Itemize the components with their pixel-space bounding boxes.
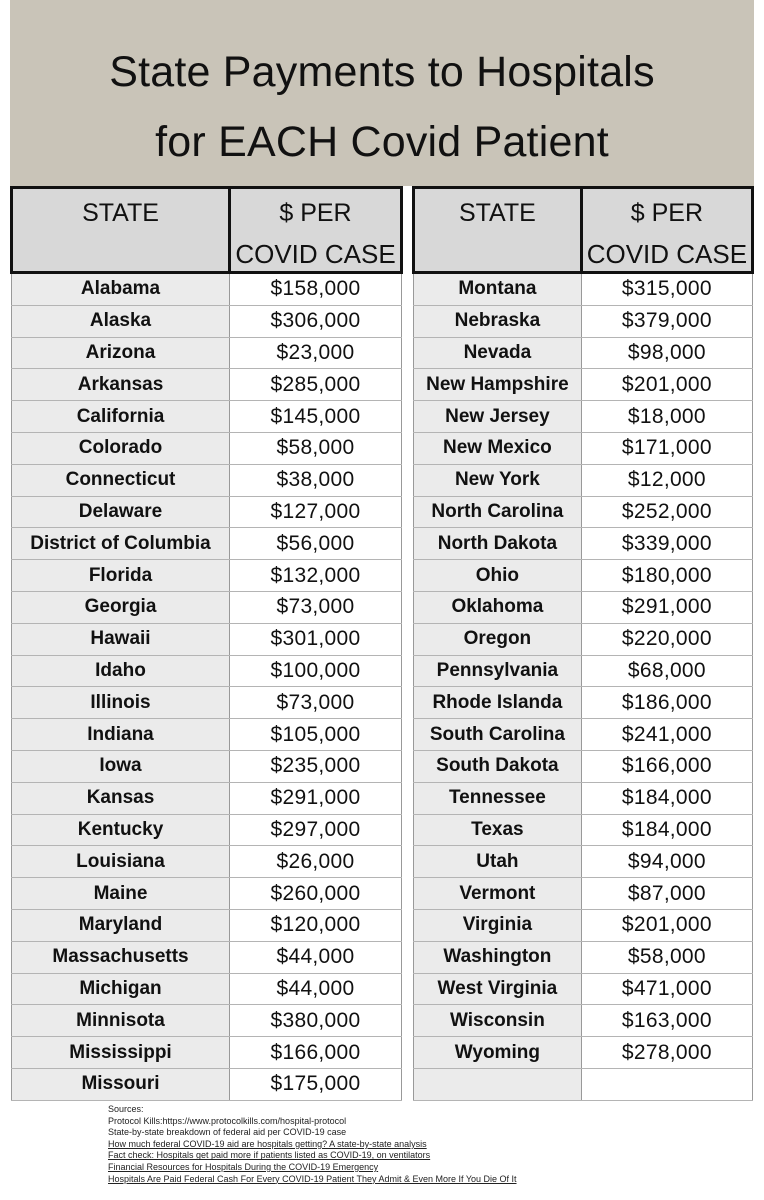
table-row xyxy=(414,941,753,973)
source-link[interactable]: Fact check: Hospitals get paid more if patients listed as COVID-19, on ventilators xyxy=(108,1150,431,1161)
table-row xyxy=(12,273,402,306)
amount-cell: $163,000 xyxy=(581,1005,752,1037)
amount-cell: $291,000 xyxy=(581,591,752,623)
amount-cell: $23,000 xyxy=(230,337,402,369)
state-cell: Maryland xyxy=(12,909,230,941)
state-cell: Tennessee xyxy=(414,782,582,814)
state-cell: Florida xyxy=(12,560,230,592)
table-row xyxy=(12,401,402,433)
table-row xyxy=(414,528,753,560)
source-line: Protocol Kills:https://www.protocolkills.com/hospital-protocol xyxy=(108,1115,347,1126)
amount-cell: $220,000 xyxy=(581,623,752,655)
table-row xyxy=(414,846,753,878)
table-row xyxy=(414,687,753,719)
table-row xyxy=(12,623,402,655)
state-cell: Wisconsin xyxy=(414,1005,582,1037)
amount-cell: $306,000 xyxy=(230,305,402,337)
table-row xyxy=(12,1037,402,1069)
page-title-line-2: for EACH Covid Patient xyxy=(155,118,609,166)
amount-cell: $73,000 xyxy=(230,687,402,719)
page xyxy=(10,0,754,1200)
table-row xyxy=(414,1005,753,1037)
title-banner xyxy=(10,0,754,186)
amount-cell: $166,000 xyxy=(581,750,752,782)
amount-cell: $297,000 xyxy=(230,814,402,846)
amount-cell: $201,000 xyxy=(581,909,752,941)
state-cell: New Hampshire xyxy=(414,369,582,401)
table-row xyxy=(414,623,753,655)
table-header-row xyxy=(12,188,402,273)
state-cell: Virginia xyxy=(414,909,582,941)
table-row xyxy=(414,496,753,528)
state-cell: Oklahoma xyxy=(414,591,582,623)
amount-cell: $184,000 xyxy=(581,782,752,814)
source-line: State-by-state breakdown of federal aid per COVID-19 case xyxy=(108,1127,347,1138)
amount-cell: $291,000 xyxy=(230,782,402,814)
table-row xyxy=(414,337,753,369)
source-link[interactable]: How much federal COVID-19 aid are hospitals getting? A state-by-state analysis xyxy=(108,1138,427,1149)
table-row xyxy=(414,655,753,687)
amount-cell: $73,000 xyxy=(230,591,402,623)
state-cell: Idaho xyxy=(12,655,230,687)
state-cell: Missouri xyxy=(12,1068,230,1100)
column-header-state xyxy=(12,188,230,273)
table-row xyxy=(12,464,402,496)
state-cell: South Dakota xyxy=(414,750,582,782)
state-cell: West Virginia xyxy=(414,973,582,1005)
state-cell: Georgia xyxy=(12,591,230,623)
amount-cell: $158,000 xyxy=(230,273,402,306)
amount-cell: $127,000 xyxy=(230,496,402,528)
table-row xyxy=(12,496,402,528)
state-cell: North Carolina xyxy=(414,496,582,528)
source-link[interactable]: Financial Resources for Hospitals During the COVID-19 Emergency xyxy=(108,1161,379,1172)
amount-cell: $235,000 xyxy=(230,750,402,782)
table-row xyxy=(12,337,402,369)
table-row xyxy=(12,1068,402,1100)
table-row xyxy=(414,1068,753,1100)
state-cell: South Carolina xyxy=(414,719,582,751)
state-cell: Nebraska xyxy=(414,305,582,337)
table-row xyxy=(414,750,753,782)
state-cell: Nevada xyxy=(414,337,582,369)
sources-list xyxy=(108,1104,708,1185)
amount-cell: $26,000 xyxy=(230,846,402,878)
header-label: COVID CASE xyxy=(235,239,396,269)
amount-cell: $56,000 xyxy=(230,528,402,560)
header-label: COVID CASE xyxy=(586,239,748,269)
amount-cell: $186,000 xyxy=(581,687,752,719)
amount-cell: $301,000 xyxy=(230,623,402,655)
state-cell: New York xyxy=(414,464,582,496)
table-row xyxy=(414,401,753,433)
table-row xyxy=(414,973,753,1005)
amount-cell: $44,000 xyxy=(230,973,402,1005)
state-cell: Alabama xyxy=(12,273,230,306)
table-row xyxy=(12,719,402,751)
amount-cell: $184,000 xyxy=(581,814,752,846)
state-cell: Arkansas xyxy=(12,369,230,401)
table-row xyxy=(414,909,753,941)
column-header-state xyxy=(414,188,582,273)
header-label: $ PER xyxy=(630,199,704,227)
column-header-amount xyxy=(230,188,402,273)
table-row xyxy=(12,941,402,973)
sources-heading: Sources: xyxy=(108,1104,144,1114)
state-cell: Massachusetts xyxy=(12,941,230,973)
state-cell: North Dakota xyxy=(414,528,582,560)
table-row xyxy=(12,878,402,910)
table-row xyxy=(414,878,753,910)
amount-cell: $278,000 xyxy=(581,1037,752,1069)
state-cell: Alaska xyxy=(12,305,230,337)
state-cell: Minnisota xyxy=(12,1005,230,1037)
amount-cell: $171,000 xyxy=(581,432,752,464)
state-cell: New Jersey xyxy=(414,401,582,433)
page-title-line-1: State Payments to Hospitals xyxy=(109,48,655,96)
table-row xyxy=(12,909,402,941)
state-cell: California xyxy=(12,401,230,433)
state-cell: Texas xyxy=(414,814,582,846)
table-row xyxy=(12,782,402,814)
amount-cell: $120,000 xyxy=(230,909,402,941)
amount-cell: $68,000 xyxy=(581,655,752,687)
table-row xyxy=(414,719,753,751)
amount-cell: $260,000 xyxy=(230,878,402,910)
state-cell: Utah xyxy=(414,846,582,878)
state-cell: Indiana xyxy=(12,719,230,751)
state-cell: Ohio xyxy=(414,560,582,592)
amount-cell: $315,000 xyxy=(581,273,752,306)
state-cell: Vermont xyxy=(414,878,582,910)
amount-cell: $175,000 xyxy=(230,1068,402,1100)
header-label: $ PER xyxy=(279,199,352,227)
amount-cell: $471,000 xyxy=(581,973,752,1005)
state-cell: Delaware xyxy=(12,496,230,528)
state-cell: Montana xyxy=(414,273,582,306)
state-cell: Rhode Islanda xyxy=(414,687,582,719)
table-row xyxy=(414,1037,753,1069)
table-row xyxy=(414,560,753,592)
payments-table-right xyxy=(412,186,754,1101)
amount-cell: $100,000 xyxy=(230,655,402,687)
state-cell: Connecticut xyxy=(12,464,230,496)
table-row xyxy=(12,973,402,1005)
amount-cell: $12,000 xyxy=(581,464,752,496)
table-row xyxy=(12,687,402,719)
amount-cell: $380,000 xyxy=(230,1005,402,1037)
table-row xyxy=(414,273,753,306)
table-row xyxy=(414,464,753,496)
table-row xyxy=(12,750,402,782)
table-row xyxy=(12,560,402,592)
state-cell xyxy=(414,1068,582,1100)
state-cell: Wyoming xyxy=(414,1037,582,1069)
amount-cell: $145,000 xyxy=(230,401,402,433)
state-cell: Mississippi xyxy=(12,1037,230,1069)
table-row xyxy=(414,782,753,814)
amount-cell xyxy=(581,1068,752,1100)
table-row xyxy=(414,591,753,623)
table-row xyxy=(12,655,402,687)
table-row xyxy=(12,305,402,337)
table-row xyxy=(12,528,402,560)
table-row xyxy=(12,814,402,846)
amount-cell: $379,000 xyxy=(581,305,752,337)
amount-cell: $339,000 xyxy=(581,528,752,560)
state-cell: Pennsylvania xyxy=(414,655,582,687)
amount-cell: $87,000 xyxy=(581,878,752,910)
amount-cell: $166,000 xyxy=(230,1037,402,1069)
header-label: STATE xyxy=(82,199,159,227)
amount-cell: $241,000 xyxy=(581,719,752,751)
state-cell: District of Columbia xyxy=(12,528,230,560)
state-cell: Kansas xyxy=(12,782,230,814)
payments-table-left xyxy=(10,186,403,1101)
table-row xyxy=(414,369,753,401)
table-row xyxy=(414,432,753,464)
amount-cell: $180,000 xyxy=(581,560,752,592)
amount-cell: $38,000 xyxy=(230,464,402,496)
amount-cell: $44,000 xyxy=(230,941,402,973)
state-cell: Arizona xyxy=(12,337,230,369)
column-header-amount xyxy=(581,188,752,273)
amount-cell: $105,000 xyxy=(230,719,402,751)
state-cell: New Mexico xyxy=(414,432,582,464)
amount-cell: $285,000 xyxy=(230,369,402,401)
state-cell: Iowa xyxy=(12,750,230,782)
state-cell: Michigan xyxy=(12,973,230,1005)
header-label: STATE xyxy=(458,199,536,227)
amount-cell: $132,000 xyxy=(230,560,402,592)
table-row xyxy=(12,846,402,878)
table-row xyxy=(414,814,753,846)
amount-cell: $98,000 xyxy=(581,337,752,369)
amount-cell: $94,000 xyxy=(581,846,752,878)
amount-cell: $58,000 xyxy=(581,941,752,973)
state-cell: Kentucky xyxy=(12,814,230,846)
state-cell: Illinois xyxy=(12,687,230,719)
source-link[interactable]: Hospitals Are Paid Federal Cash For Every COVID-19 Patient They Admit & Even More If You Die Of It xyxy=(108,1173,517,1184)
state-cell: Maine xyxy=(12,878,230,910)
amount-cell: $18,000 xyxy=(581,401,752,433)
amount-cell: $201,000 xyxy=(581,369,752,401)
state-cell: Oregon xyxy=(414,623,582,655)
table-row xyxy=(12,369,402,401)
state-cell: Colorado xyxy=(12,432,230,464)
table-row xyxy=(12,1005,402,1037)
state-cell: Washington xyxy=(414,941,582,973)
table-header-row xyxy=(414,188,753,273)
table-row xyxy=(12,432,402,464)
table-row xyxy=(12,591,402,623)
amount-cell: $58,000 xyxy=(230,432,402,464)
amount-cell: $252,000 xyxy=(581,496,752,528)
table-row xyxy=(414,305,753,337)
state-cell: Louisiana xyxy=(12,846,230,878)
state-cell: Hawaii xyxy=(12,623,230,655)
